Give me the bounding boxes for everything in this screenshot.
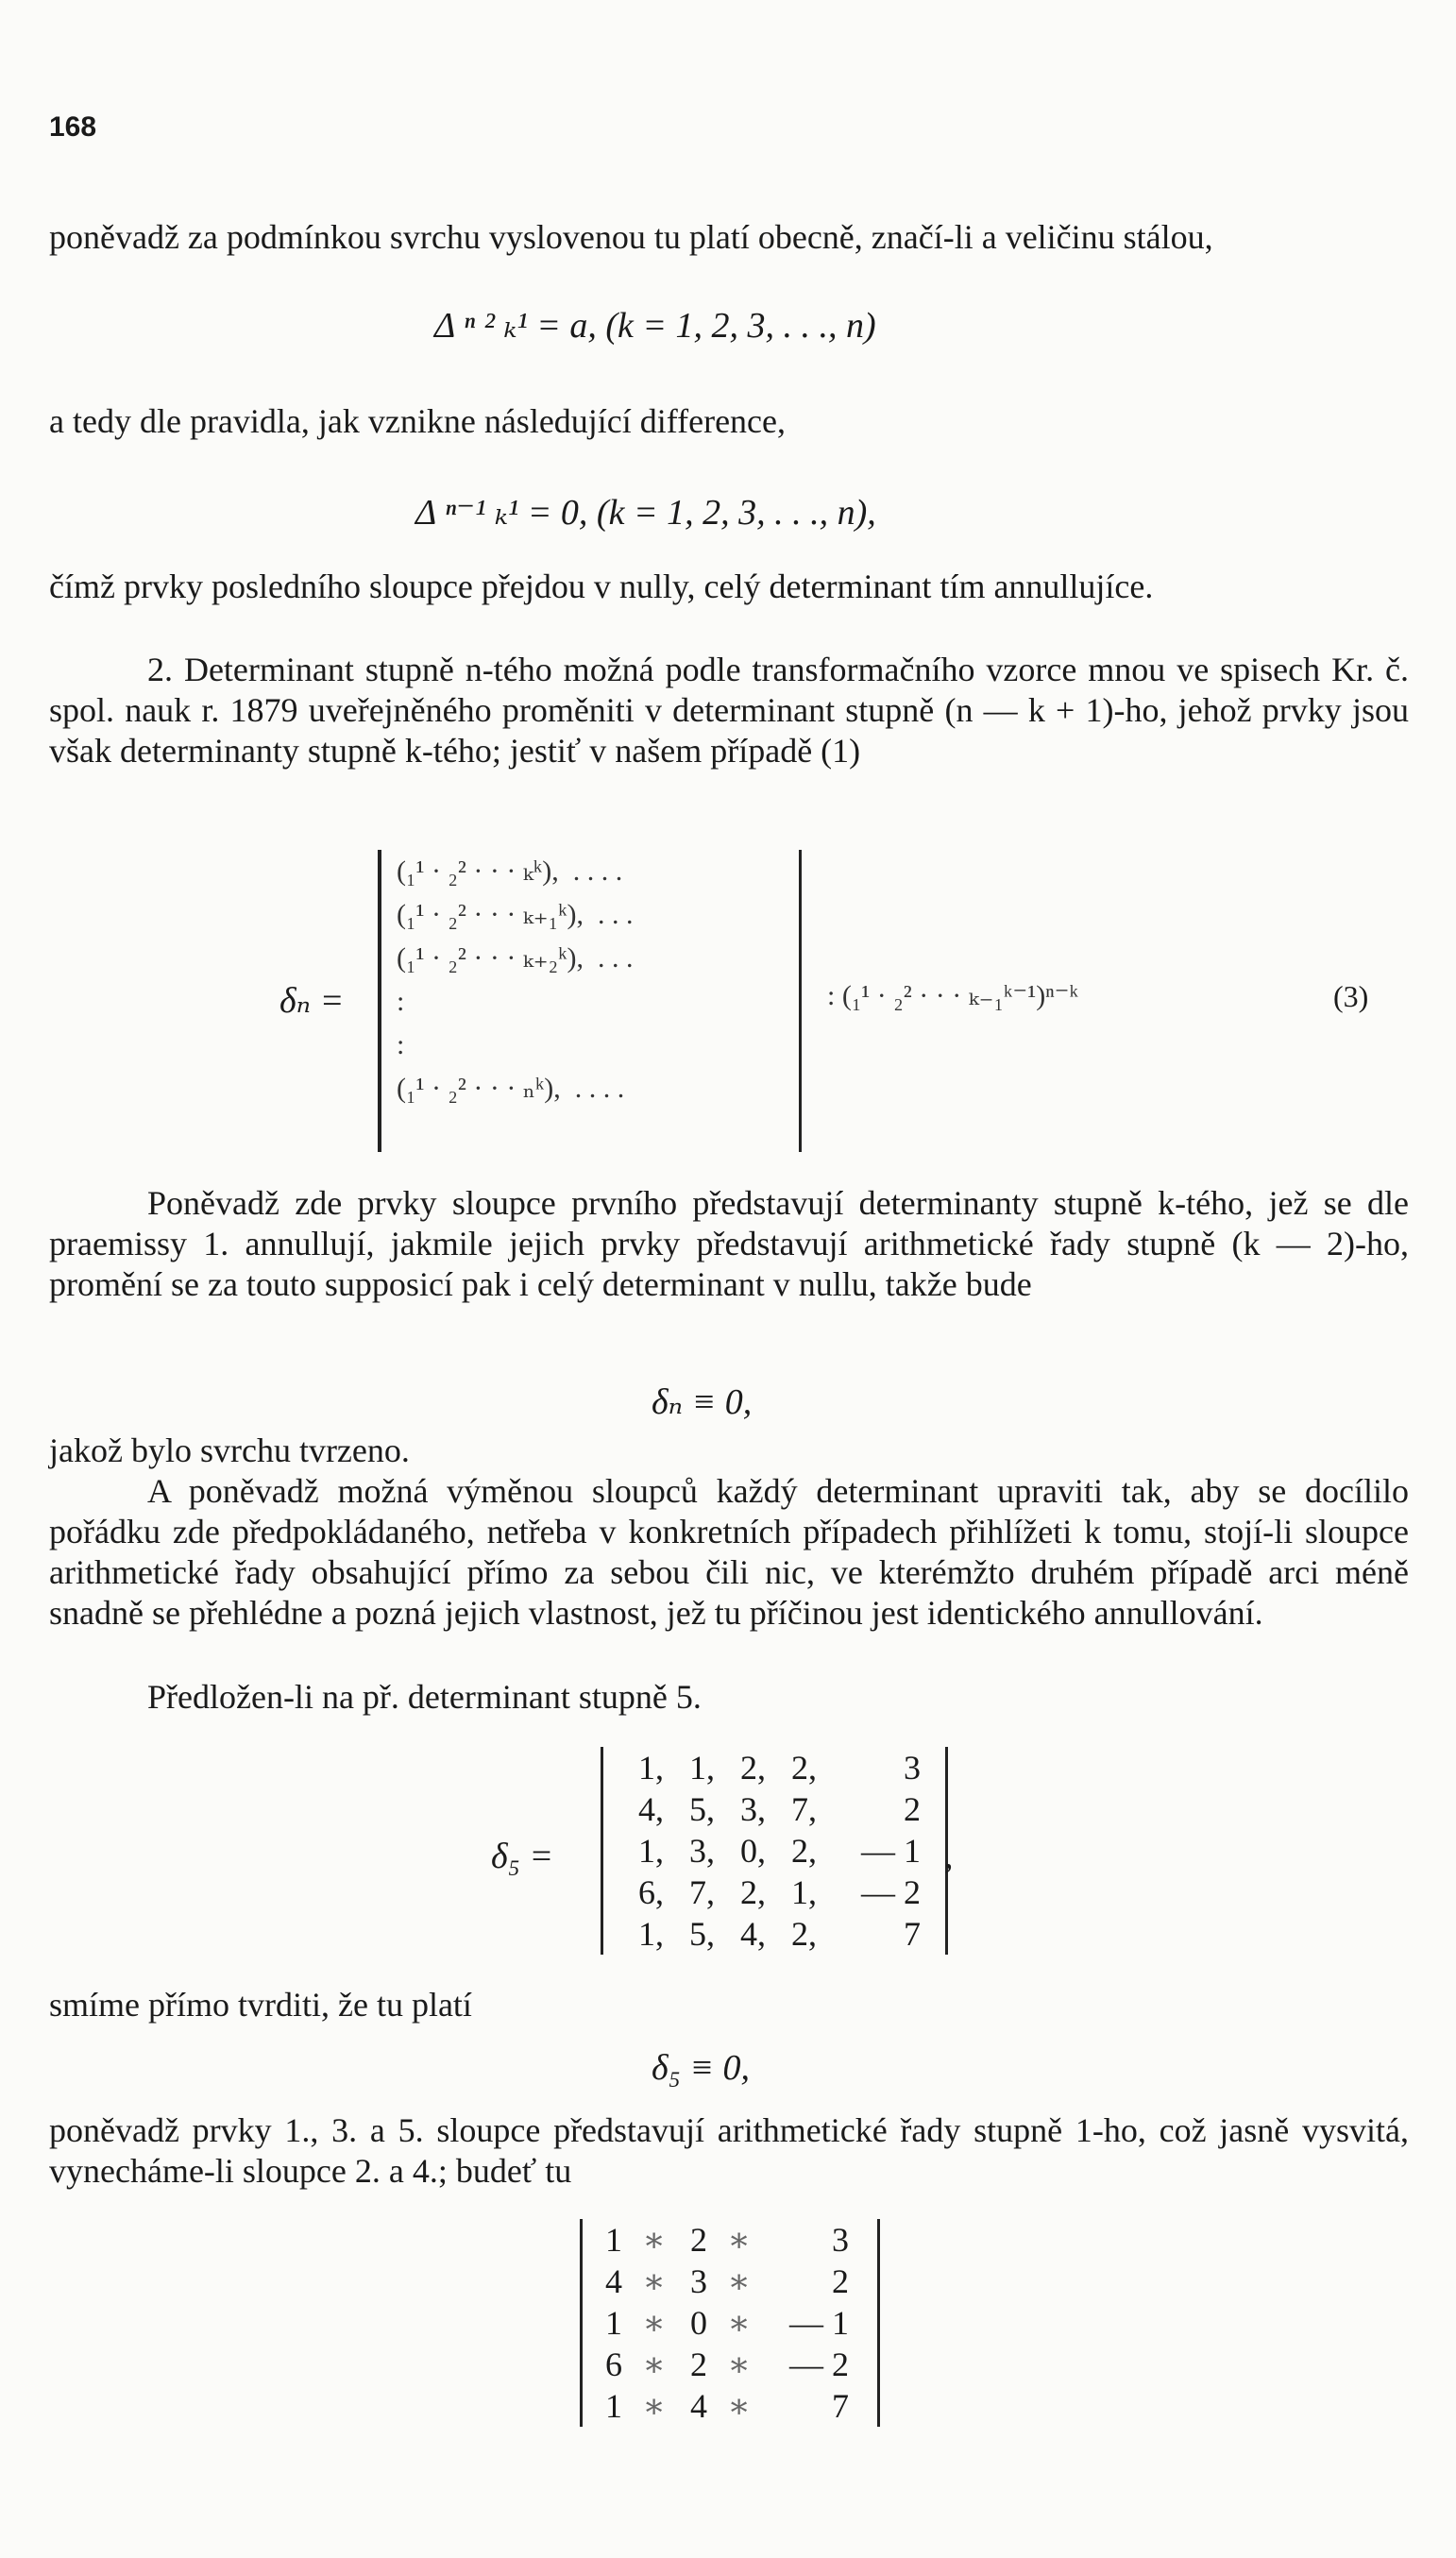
det5-trailing-comma: ,: [944, 1837, 954, 1876]
paragraph-7: A poněvadž možná výměnou sloupců každý determinant upraviti tak, aby se docílilo pořádku zde předpokládaného, netřeba v konkretních případech přihlížeti k tomu, stojí-li sloupce arithmetické řady obsahující přímo za sebou čili nic, ve kterémžto druhém případě arci méně snadně se přehlédne a pozná jejich vlastnost, jež tu příčinou jest identického annullování.: [49, 1472, 1409, 1632]
paragraph-10: poněvadž prvky 1., 3. a 5. sloupce představují arithmetické řady stupně 1-ho, což jasně vysvitá, vynecháme-li sloupce 2. a 4.; budeť tu: [49, 2111, 1409, 2190]
det5-reduced-row: 1 ∗ 0 ∗ — 1: [605, 2304, 849, 2342]
det3-label: δₙ =: [279, 981, 345, 1021]
paragraph-5: Poněvadž zde prvky sloupce prvního představují determinanty stupně k-tého, jež se dle praemissy 1. annullují, jakmile jejich prvky představují arithmetické řady stupně (k — 2)-ho, promění se za touto supposicí pak i celý determinant v nullu, takže bude: [49, 1184, 1409, 1303]
det5-row: 6, 7, 2, 1, — 2: [638, 1873, 921, 1911]
det5-matrix: [601, 1747, 948, 1955]
paragraph-2: a tedy dle pravidla, jak vznikne následující difference,: [49, 402, 787, 440]
det3-row: (₁¹ · ₂² · · · ₖᵏ), . . . .: [397, 855, 623, 887]
paragraph-4: 2. Determinant stupně n-tého možná podle transformačního vzorce mnou ve spisech Kr. č. spol. nauk r. 1879 uveřejněného proměniti v determinant stupně (n — k + 1)-ho, jehož prvky jsou však determinanty stupně k-tého; jestiť v našem případě (1): [49, 651, 1409, 770]
equation-number-3: (3): [1333, 979, 1369, 1013]
paragraph-6: jakož bylo svrchu tvrzeno.: [49, 1431, 410, 1469]
det3-row: (₁¹ · ₂² · · · ₖ₊₂ᵏ), . . .: [397, 942, 634, 974]
paragraph-8: Předložen-li na př. determinant stupně 5.: [147, 1678, 702, 1716]
equation-3: δₙ ≡ 0,: [652, 1382, 753, 1422]
equation-2: Δ ⁿ⁻¹ ₖ¹ = 0, (k = 1, 2, 3, . . ., n),: [415, 493, 876, 533]
det5-row: 4, 5, 3, 7, 2: [638, 1790, 921, 1828]
page-number: 168: [49, 111, 97, 143]
paragraph-9: smíme přímo tvrditi, že tu platí: [49, 1986, 472, 2024]
paragraph-3: čímž prvky posledního sloupce přejdou v nully, celý determinant tím annullujíce.: [49, 568, 1154, 605]
det5-reduced-matrix: [580, 2219, 880, 2427]
det3-right-bar: [799, 850, 802, 1152]
det5-reduced-row: 6 ∗ 2 ∗ — 2: [605, 2346, 849, 2383]
equation-1: Δ ⁿ ² ₖ¹ = a, (k = 1, 2, 3, . . ., n): [434, 306, 876, 346]
det5-row: 1, 3, 0, 2, — 1: [638, 1832, 921, 1870]
det3-row: :: [397, 986, 405, 1017]
det3-matrix: [378, 850, 799, 1152]
paragraph-1: poněvadž za podmínkou svrchu vyslovenou tu platí obecně, značí-li a veličinu stálou,: [49, 218, 1213, 256]
det5-reduced-row: 4 ∗ 3 ∗ 2: [605, 2262, 849, 2300]
equation-4: δ₅ ≡ 0,: [652, 2048, 751, 2088]
det3-row: :: [397, 1029, 405, 1060]
det5-reduced-row: 1 ∗ 4 ∗ 7: [605, 2387, 849, 2425]
det5-row: 1, 5, 4, 2, 7: [638, 1915, 921, 1953]
det3-divisor: : (₁¹ · ₂² · · · ₖ₋₁ᵏ⁻¹)ⁿ⁻ᵏ: [827, 980, 1078, 1011]
det5-reduced-row: 1 ∗ 2 ∗ 3: [605, 2221, 849, 2259]
det5-row: 1, 1, 2, 2, 3: [638, 1749, 921, 1787]
det5-label: δ₅ =: [491, 1837, 554, 1876]
det3-row: (₁¹ · ₂² · · · ₙᵏ), . . . .: [397, 1073, 625, 1104]
det3-row: (₁¹ · ₂² · · · ₖ₊₁ᵏ), . . .: [397, 899, 634, 930]
